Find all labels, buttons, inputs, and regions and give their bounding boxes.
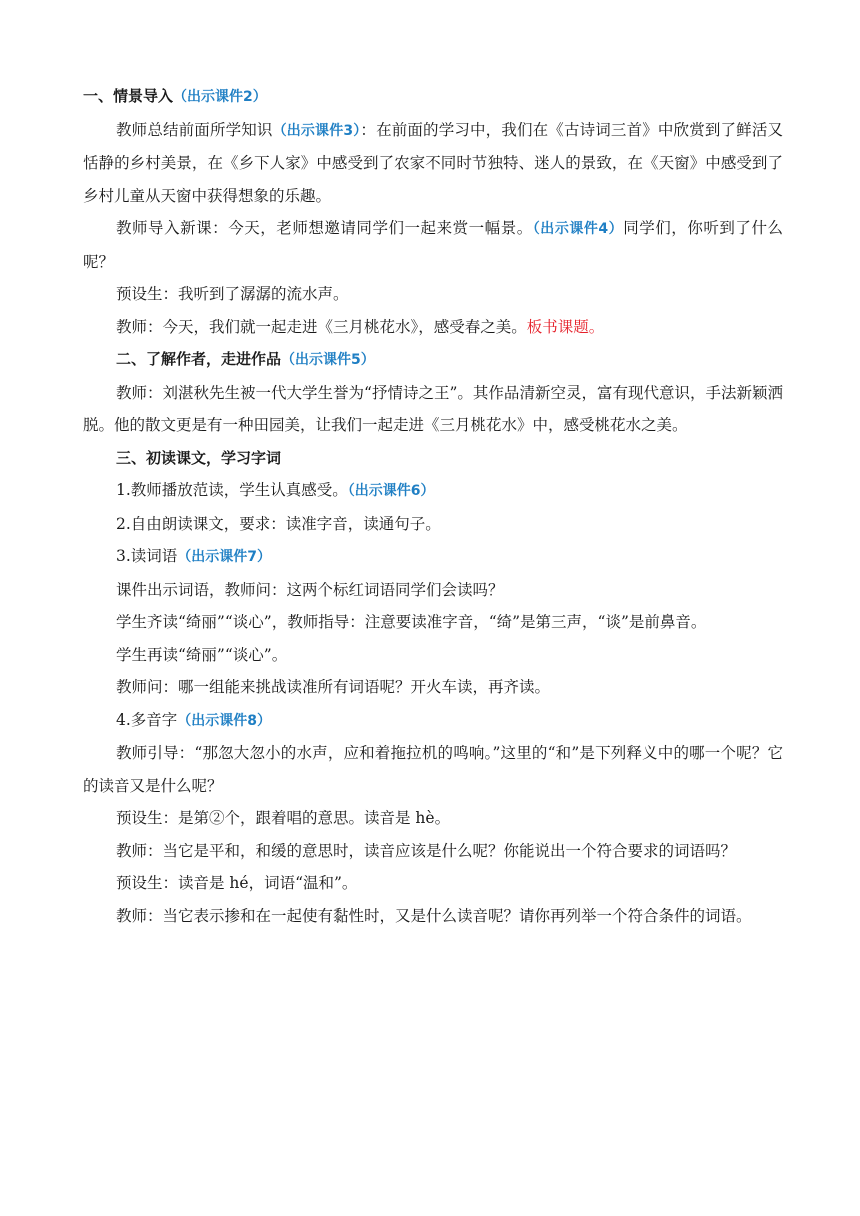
paragraph [83,474,783,508]
paragraph-text: 教师：今天，我们就一起走进《三月桃花水》，感受春之美。 [116,317,527,336]
paragraph: 预设生：是第②个，跟着唱的意思。读音是 hè。 [116,809,451,827]
courseware-tag: （出示课件7） [177,549,272,565]
paragraph: 2.自由朗读课文，要求：读准字音，读通句子。 [116,514,441,533]
paragraph-text: 1.教师播放范读，学生认真感受。 [116,481,348,499]
heading-text: 二、了解作者，走进作品 [116,350,282,368]
paragraph: 教师问：哪一组能来挑战读准所有词语呢？开火车读，再齐读。 [116,678,551,696]
heading-text: 一、情景导入 [83,87,174,105]
paragraph: 学生再读“绮丽”“谈心”。 [116,645,288,664]
paragraph: 课件出示词语，教师问：这两个标红词语同学们会读吗？ [116,580,504,599]
paragraph: 学生齐读“绮丽”“谈心”，教师指导：注意要读准字音，“绮”是第三声，“谈”是前鼻音。 [116,613,707,631]
section-heading-2 [83,343,783,377]
section-heading-3 [83,442,783,475]
paragraph [83,704,783,738]
paragraph-text: 3.读词语 [116,547,178,565]
paragraph: 教师：当它表示掺和在一起使有黏性时，又是什么读音呢？请你再列举一个符合条件的词语。 [116,906,752,925]
paragraph-text: 4.多音字 [116,710,178,729]
courseware-tag: （出示课件6） [347,483,435,499]
paragraph-text: ：在前面的学习中，我们在《古诗词三首》中欣赏到了鲜活又恬静的乡村美景，在《乡下人家》中感受到了农家不同时节独特、迷人的景致，在《天窗》中感受到了乡村儿童从天窗中获得想象的乐趣。 [83,120,783,205]
courseware-tag: （出示课件5） [281,352,375,368]
paragraph-text: 教师导入新课：今天，老师想邀请同学们一起来赏一幅景。 [116,219,533,237]
paragraph-text: 同学们，你听到了什么呢？ [83,219,783,271]
courseware-tag: （出示课件4） [532,221,624,237]
document-body [83,80,783,932]
paragraph [83,311,783,344]
paragraph: 预设生：读音是 hé，词语“温和”。 [116,874,358,892]
courseware-tag: （出示课件2） [173,89,267,105]
paragraph: 教师引导：“那忽大忽小的水声，应和着拖拉机的鸣响。”这里的“和”是下列释义中的哪一个呢？它的读音又是什么呢？ [83,744,783,795]
paragraph [83,114,783,213]
paragraph-text: 教师总结前面所学知识 [116,120,273,139]
board-title-note: 板书课题。 [526,317,605,336]
paragraph: 教师：当它是平和，和缓的意思时，读音应该是什么呢？你能说出一个符合要求的词语吗？ [116,841,737,860]
paragraph [83,540,783,574]
paragraph: 预设生：我听到了潺潺的流水声。 [116,285,349,303]
paragraph: 教师：刘湛秋先生被一代大学生誉为“抒情诗之王”。其作品清新空灵，富有现代意识，手法新颖洒脱。他的散文更是有一种田园美，让我们一起走进《三月桃花水》中，感受桃花水之美。 [83,383,783,434]
heading-text: 三、初读课文，学习字词 [116,448,282,467]
paragraph [83,212,783,278]
courseware-tag: （出示课件8） [177,712,272,729]
courseware-tag: （出示课件3） [272,122,361,139]
section-heading-1 [83,80,783,114]
